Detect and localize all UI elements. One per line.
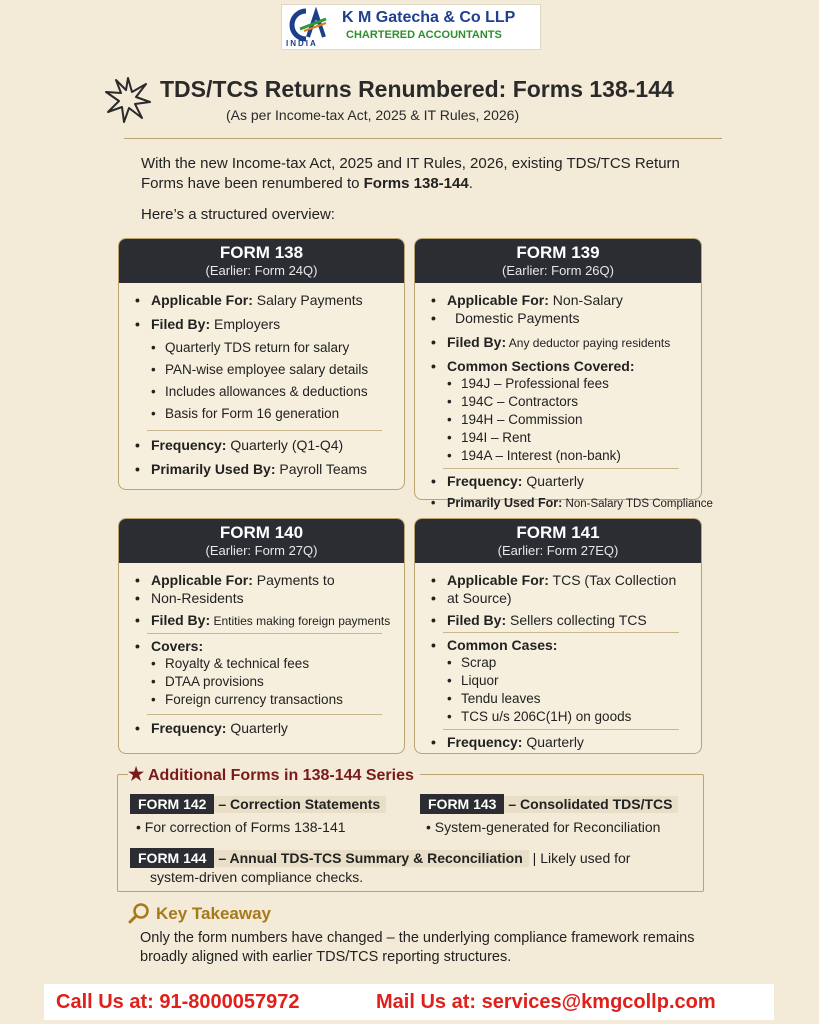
intro-bold: Forms 138-144: [363, 175, 469, 192]
form-138-filed-by: • Filed By: Employers: [133, 315, 404, 333]
form-140-covers: • Covers:: [133, 637, 404, 655]
form-138-detail: • Quarterly TDS return for salary: [133, 337, 404, 359]
form-143-desc: – Consolidated TDS/TCS: [504, 796, 673, 812]
form-139-body: [415, 283, 713, 513]
title-divider: [124, 138, 722, 139]
form-140-cover-item: • Royalty & technical fees: [133, 655, 404, 673]
form-140-card: [118, 518, 405, 754]
divider: [147, 633, 382, 634]
form-144-note-cont: system-driven compliance checks.: [150, 869, 364, 885]
overview-label: Here’s a structured overview:: [141, 206, 335, 223]
form-138-used-by: • Primarily Used By: Payroll Teams: [133, 460, 404, 478]
form-138-applicable: • Applicable For: Salary Payments: [133, 291, 404, 309]
form-141-earlier: (Earlier: Form 27EQ): [497, 543, 619, 558]
form-143-item: • System-generated for Reconciliation: [426, 819, 660, 835]
page-subtitle: (As per Income-tax Act, 2025 & IT Rules, 2026): [226, 107, 520, 123]
intro-text: With the new Income-tax Act, 2025 and IT Rules, 2026, existing TDS/TCS Return Forms have been renumbered to: [141, 155, 680, 192]
page-title: TDS/TCS Returns Renumbered: Forms 138-144: [160, 76, 674, 102]
divider: [443, 468, 679, 469]
form-139-earlier: (Earlier: Form 26Q): [502, 263, 614, 278]
form-140-applicable: • Applicable For: Payments to: [133, 571, 404, 589]
form-141-header: [415, 519, 701, 563]
form-139-section: • 194H – Commission: [429, 411, 701, 429]
form-140-cover-item: • DTAA provisions: [133, 673, 404, 691]
starburst-icon: [104, 76, 152, 124]
form-140-filed-by: • Filed By: Entities making foreign payments: [133, 611, 404, 630]
intro-suffix: .: [468, 175, 473, 192]
form-141-title: FORM 141: [516, 523, 600, 542]
form-140-applicable-cont: • Non-Residents: [133, 589, 404, 607]
form-140-earlier: (Earlier: Form 27Q): [205, 543, 318, 558]
call-us-text[interactable]: Call Us at: 91-8000057972: [56, 991, 300, 1013]
divider: [147, 430, 382, 431]
form-139-filed-by: • Filed By: Any deductor paying residents: [429, 333, 701, 352]
form-138-header: [119, 239, 404, 283]
form-141-cases: • Common Cases:: [429, 636, 701, 654]
form-141-filed-by: • Filed By: Sellers collecting TCS: [429, 611, 701, 629]
star-icon: ★: [128, 764, 145, 784]
form-141-card: [414, 518, 702, 754]
ca-logo-icon: [286, 7, 330, 43]
additional-forms-title: ★ Additional Forms in 138-144 Series: [128, 764, 420, 785]
form-140-header: [119, 519, 404, 563]
form-138-detail: • Includes allowances & deductions: [133, 381, 404, 403]
form-139-applicable-cont: • Domestic Payments: [429, 309, 701, 327]
divider: [443, 729, 679, 730]
form-143-line: [420, 794, 678, 814]
form-139-section: • 194C – Contractors: [429, 393, 701, 411]
form-144-desc: – Annual TDS-TCS Summary & Reconciliation: [214, 850, 523, 866]
form-138-body: [119, 283, 404, 478]
form-142-tag: FORM 142: [130, 794, 214, 814]
form-143-tag: FORM 143: [420, 794, 504, 814]
form-141-case: • TCS u/s 206C(1H) on goods: [429, 708, 701, 726]
firm-name: K M Gatecha & Co LLP: [342, 9, 516, 26]
form-141-frequency: • Frequency: Quarterly: [429, 733, 701, 751]
form-144-tag: FORM 144: [130, 848, 214, 868]
form-139-section: • 194A – Interest (non-bank): [429, 447, 701, 465]
form-139-frequency: • Frequency: Quarterly: [429, 472, 701, 490]
form-139-applicable: • Applicable For: Non-Salary: [429, 291, 701, 309]
key-takeaway-text: Only the form numbers have changed – the underlying compliance framework remains broadly aligned with earlier TDS/TCS reporting structures.: [140, 930, 695, 965]
form-139-header: [415, 239, 701, 283]
mail-us-text[interactable]: Mail Us at: services@kmgcollp.com: [376, 991, 716, 1013]
form-141-case: • Liquor: [429, 672, 701, 690]
form-142-line: [130, 794, 386, 814]
firm-logo-box: [281, 4, 541, 50]
form-138-detail: • Basis for Form 16 generation: [133, 403, 404, 425]
logo-country: INDIA: [286, 39, 318, 48]
form-141-case: • Tendu leaves: [429, 690, 701, 708]
form-139-sections: • Common Sections Covered:: [429, 357, 701, 375]
form-138-title: FORM 138: [219, 243, 304, 262]
form-144-line: [130, 848, 630, 868]
form-141-applicable-cont: • at Source): [429, 589, 701, 607]
form-139-section: • 194I – Rent: [429, 429, 701, 447]
form-140-title: FORM 140: [219, 523, 304, 542]
intro-paragraph: [141, 154, 701, 194]
form-142-desc: – Correction Statements: [214, 796, 381, 812]
form-140-cover-item: • Foreign currency transactions: [133, 691, 404, 709]
form-141-body: [415, 563, 701, 751]
form-139-used-for: • Primarily Used For: Non-Salary TDS Compliance: [429, 494, 701, 513]
magnifier-icon: [128, 902, 150, 924]
form-140-body: [119, 563, 404, 737]
key-takeaway-title: Key Takeaway: [156, 904, 271, 923]
form-141-applicable: • Applicable For: TCS (Tax Collection: [429, 571, 701, 589]
firm-subtitle: CHARTERED ACCOUNTANTS: [346, 29, 502, 41]
divider: [443, 632, 679, 633]
form-138-earlier: (Earlier: Form 24Q): [205, 263, 318, 278]
form-139-title: FORM 139: [516, 243, 600, 262]
form-138-frequency: • Frequency: Quarterly (Q1-Q4): [133, 436, 404, 454]
form-141-case: • Scrap: [429, 654, 701, 672]
form-138-detail: • PAN-wise employee salary details: [133, 359, 404, 381]
form-142-item: • For correction of Forms 138-141: [136, 819, 346, 835]
divider: [147, 714, 382, 715]
form-139-section: • 194J – Professional fees: [429, 375, 701, 393]
form-144-note: | Likely used for: [528, 850, 631, 866]
contact-footer: [44, 984, 774, 1020]
form-140-frequency: • Frequency: Quarterly: [133, 719, 404, 737]
form-139-card: [414, 238, 713, 510]
form-138-card: [118, 238, 405, 490]
